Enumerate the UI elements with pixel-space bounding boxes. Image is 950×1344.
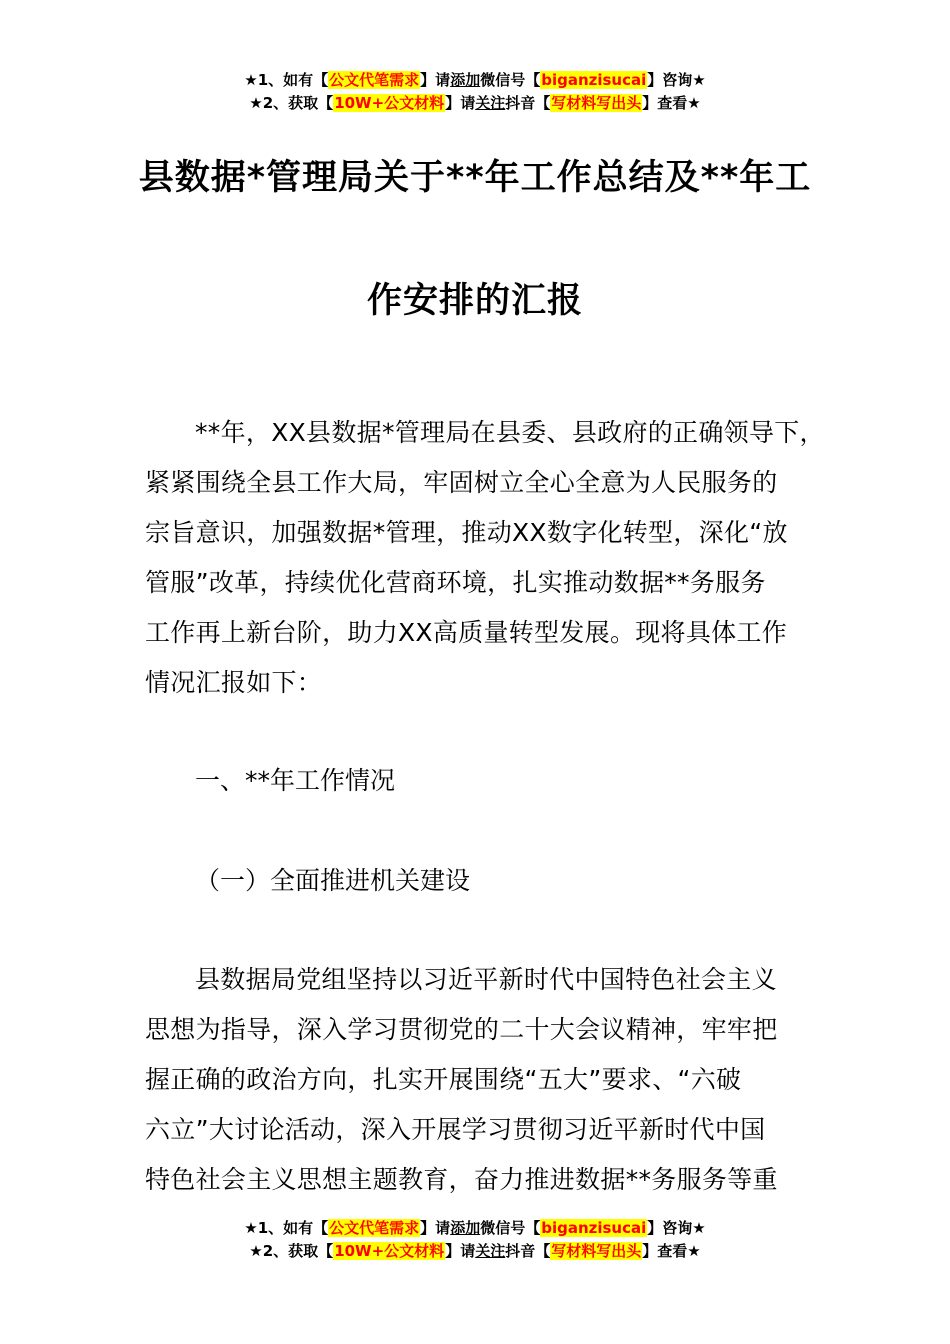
banner-text: 】请 <box>445 94 476 112</box>
banner-text: 】请 <box>420 1219 451 1237</box>
banner-highlight: biganzisucai <box>541 1219 647 1237</box>
paragraph-line: 六立”大讨论活动，深入开展学习贯彻习近平新时代中国 <box>145 1115 766 1144</box>
banner-text: 抖音【 <box>505 94 551 112</box>
banner-highlight: 10W+公文材料 <box>334 94 445 112</box>
body-paragraph <box>145 955 835 1205</box>
subsection-heading: （一）全面推进机关建设 <box>195 866 471 895</box>
header-banner <box>0 69 950 115</box>
banner-text: 】咨询★ <box>647 1219 706 1237</box>
footer-banner <box>0 1217 950 1263</box>
banner-line-2 <box>0 92 950 115</box>
paragraph-line: 特色社会主义思想主题教育，奋力推进数据**务服务等重 <box>145 1165 778 1194</box>
banner-text: ★1、如有【 <box>244 1219 329 1237</box>
banner-line-2 <box>0 1240 950 1263</box>
banner-underline: 关注 <box>475 94 506 112</box>
paragraph-line: **年，XX县数据*管理局在县委、县政府的正确领导下， <box>195 418 825 447</box>
banner-underline: 添加 <box>450 71 481 89</box>
banner-highlight: biganzisucai <box>541 71 647 89</box>
banner-text: ★2、获取【 <box>249 1242 334 1260</box>
banner-highlight: 10W+公文材料 <box>334 1242 445 1260</box>
banner-text: 】查看★ <box>642 94 701 112</box>
banner-underline: 添加 <box>450 1219 481 1237</box>
document-title-line-1: 县数据*管理局关于**年工作总结及**年工 <box>138 158 812 198</box>
intro-paragraph <box>145 408 835 708</box>
banner-line-1 <box>0 69 950 92</box>
paragraph-line: 思想为指导，深入学习贯彻党的二十大会议精神，牢牢把 <box>145 1015 778 1044</box>
paragraph-line: 管服”改革，持续优化营商环境，扎实推动数据**务服务 <box>145 568 766 597</box>
banner-text: 微信号【 <box>480 1219 541 1237</box>
banner-text: 抖音【 <box>505 1242 551 1260</box>
banner-highlight: 写材料写出头 <box>551 1242 642 1260</box>
document-title-line-2: 作安排的汇报 <box>366 281 583 321</box>
banner-underline: 关注 <box>475 1242 506 1260</box>
paragraph-line: 情况汇报如下： <box>145 668 323 697</box>
banner-text: 】请 <box>420 71 451 89</box>
section-heading: 一、**年工作情况 <box>195 766 396 795</box>
banner-text: 微信号【 <box>480 71 541 89</box>
paragraph-line: 县数据局党组坚持以习近平新时代中国特色社会主义 <box>195 965 777 994</box>
banner-line-1 <box>0 1217 950 1240</box>
banner-text: 】请 <box>445 1242 476 1260</box>
banner-text: ★2、获取【 <box>249 94 334 112</box>
banner-text: 】咨询★ <box>647 71 706 89</box>
banner-text: ★1、如有【 <box>244 71 329 89</box>
banner-highlight: 公文代笔需求 <box>329 71 420 89</box>
paragraph-line: 握正确的政治方向，扎实开展围绕“五大”要求、“六破 <box>145 1065 742 1094</box>
banner-text: 】查看★ <box>642 1242 701 1260</box>
banner-highlight: 公文代笔需求 <box>329 1219 420 1237</box>
banner-highlight: 写材料写出头 <box>551 94 642 112</box>
paragraph-line: 工作再上新台阶，助力XX高质量转型发展。现将具体工作 <box>145 618 788 647</box>
paragraph-line: 紧紧围绕全县工作大局，牢固树立全心全意为人民服务的 <box>145 468 778 497</box>
paragraph-line: 宗旨意识，加强数据*管理，推动XX数字化转型，深化“放 <box>145 518 788 547</box>
